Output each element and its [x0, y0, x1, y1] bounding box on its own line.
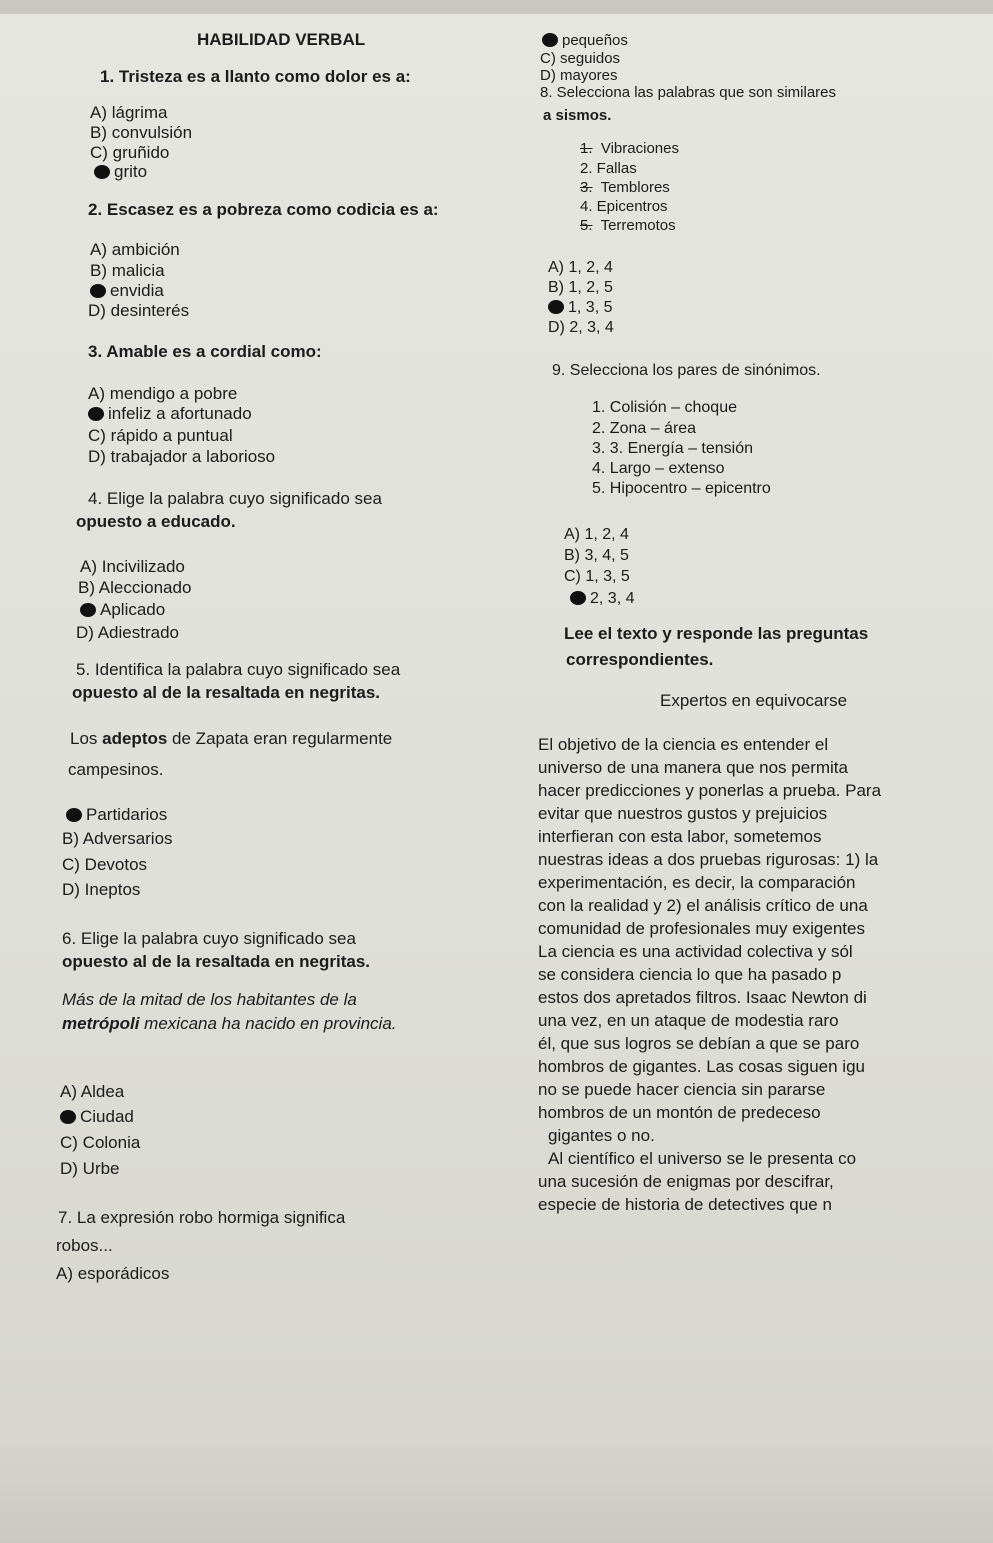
q6-bold-word: metrópoli [62, 1014, 140, 1033]
filled-answer-mark [570, 591, 586, 605]
q7-option-b-label: pequeños [562, 32, 628, 49]
q8-option-b: B) 1, 2, 5 [548, 279, 613, 296]
filled-answer-mark [66, 808, 82, 822]
q1-option-d-label: grito [114, 162, 148, 181]
q5-stem-line1: 5. Identifica la palabra cuyo significado sea [76, 660, 401, 679]
q4-option-d: D) Adiestrado [76, 623, 179, 642]
reading-line: con la realidad y 2) el análisis crítico de una [538, 896, 868, 915]
q6-sentence-line1: Más de la mitad de los habitantes de la [62, 990, 357, 1009]
q3-stem: 3. Amable es a cordial como: [88, 342, 322, 361]
q4-option-a: A) Incivilizado [80, 557, 185, 576]
page-top-edge [0, 0, 993, 14]
reading-line: gigantes o no. [548, 1126, 655, 1145]
q9-option-c: C) 1, 3, 5 [564, 568, 630, 585]
q8-item-2: 2. Fallas [580, 160, 637, 177]
reading-line: universo de una manera que nos permita [538, 758, 848, 777]
q6-sentence-rest: mexicana ha nacido en provincia. [139, 1014, 397, 1033]
q6-option-c: C) Colonia [60, 1133, 141, 1152]
q2-stem: 2. Escasez es a pobreza como codicia es a: [88, 200, 439, 219]
q8-item-3-number: 3. [580, 179, 593, 196]
reading-line: se considera ciencia lo que ha pasado p [538, 965, 842, 984]
reading-title: Expertos en equivocarse [660, 691, 848, 710]
q3-option-d: D) trabajador a laborioso [88, 447, 276, 466]
q9-stem: 9. Selecciona los pares de sinónimos. [552, 362, 821, 379]
q1-option-a: A) lágrima [90, 103, 168, 122]
q4-option-b: B) Aleccionado [78, 578, 192, 597]
q9-pair-1: 1. Colisión – choque [592, 399, 737, 416]
q7-option-b [542, 31, 628, 51]
reading-line: una vez, en un ataque de modestia raro [538, 1011, 839, 1030]
q5-bold-word: adeptos [102, 729, 168, 748]
q5-sentence-start: Los [70, 729, 103, 748]
reading-line: interfieran con esta labor, sometemos [538, 827, 822, 846]
q9-pair-4: 4. Largo – extenso [592, 460, 725, 477]
reading-line: Al científico el universo se le presenta co [548, 1149, 857, 1168]
filled-answer-mark [548, 300, 564, 314]
q8-option-a: A) 1, 2, 4 [548, 259, 613, 276]
q2-option-d: D) desinterés [88, 301, 190, 320]
q7-option-a: A) esporádicos [56, 1264, 170, 1283]
q8-item-5-label: Terremotos [600, 217, 676, 234]
q8-item-1-number: 1. [580, 140, 593, 157]
q5-option-a-label: Partidarios [86, 805, 168, 824]
q8-stem-line2: a sismos. [543, 107, 612, 124]
q6-option-a: A) Aldea [60, 1082, 125, 1101]
reading-line: comunidad de profesionales muy exigentes [538, 919, 865, 938]
q6-stem-line1: 6. Elige la palabra cuyo significado sea [62, 929, 356, 948]
q9-option-b: B) 3, 4, 5 [564, 547, 629, 564]
q1-option-b: B) convulsión [90, 123, 193, 142]
reading-line: él, que sus logros se debían a que se paro [538, 1034, 860, 1053]
reading-line: especie de historia de detectives que n [538, 1195, 832, 1214]
q5-option-a [66, 805, 167, 825]
q8-item-1-label: Vibraciones [600, 140, 679, 157]
q4-stem-line1: 4. Elige la palabra cuyo significado sea [88, 489, 382, 508]
reading-line: hacer predicciones y ponerlas a prueba. Para [538, 781, 882, 800]
q8-option-d: D) 2, 3, 4 [548, 319, 614, 336]
q1-option-c: C) gruñido [90, 143, 170, 162]
q9-pair-2: 2. Zona – área [592, 420, 697, 437]
q5-sentence-rest: de Zapata eran regularmente [167, 729, 393, 748]
q7-stem-line2: robos... [56, 1236, 113, 1255]
q5-stem-line2: opuesto al de la resaltada en negritas. [72, 683, 380, 702]
q5-option-c: C) Devotos [62, 855, 148, 874]
q2-option-c-label: envidia [110, 281, 164, 300]
q2-option-a: A) ambición [90, 240, 180, 259]
reading-line: La ciencia es una actividad colectiva y sól [538, 942, 853, 961]
q7-option-c: C) seguidos [540, 50, 621, 67]
q4-stem-line2: opuesto a educado. [76, 512, 236, 531]
q5-option-b: B) Adversarios [62, 829, 173, 848]
reading-instruction-line2: correspondientes. [566, 650, 714, 669]
reading-line: hombros de gigantes. Las cosas siguen igu [538, 1057, 865, 1076]
q8-item-5-number: 5. [580, 217, 593, 234]
q8-stem-line1: 8. Selecciona las palabras que son similares [540, 84, 836, 101]
reading-line: estos dos apretados filtros. Isaac Newton di [538, 988, 867, 1007]
q5-sentence-line2: campesinos. [68, 760, 164, 779]
q8-option-c [548, 298, 612, 318]
filled-answer-mark [90, 284, 106, 298]
q9-option-d [570, 589, 634, 609]
reading-line: una sucesión de enigmas por descifrar, [538, 1172, 834, 1191]
q8-item-3-label: Temblores [600, 179, 670, 196]
q3-option-c: C) rápido a puntual [88, 426, 233, 445]
q8-item-1 [580, 139, 679, 159]
q4-option-c [80, 600, 165, 620]
q6-stem-line2: opuesto al de la resaltada en negritas. [62, 952, 370, 971]
section-title: HABILIDAD VERBAL [197, 30, 366, 49]
q1-option-d [94, 162, 147, 182]
q7-option-d: D) mayores [540, 67, 618, 84]
q5-sentence-line1 [70, 729, 392, 749]
q2-option-b: B) malicia [90, 261, 165, 280]
q4-option-c-label: Aplicado [100, 600, 166, 619]
reading-line: hombros de un montón de predeceso [538, 1103, 821, 1122]
q7-stem-line1: 7. La expresión robo hormiga significa [58, 1208, 346, 1227]
q9-pair-5: 5. Hipocentro – epicentro [592, 480, 771, 497]
q9-pair-3: 3. 3. Energía – tensión [592, 440, 753, 457]
q3-option-b [88, 404, 252, 424]
q5-option-d: D) Ineptos [62, 880, 141, 899]
q6-option-d: D) Urbe [60, 1159, 120, 1178]
filled-answer-mark [88, 407, 104, 421]
reading-line: El objetivo de la ciencia es entender el [538, 735, 829, 754]
page-bottom-shadow [0, 1440, 993, 1543]
reading-line: no se puede hacer ciencia sin pararse [538, 1080, 826, 1099]
filled-answer-mark [542, 33, 558, 47]
filled-answer-mark [60, 1110, 76, 1124]
q6-option-b [60, 1107, 134, 1127]
filled-answer-mark [94, 165, 110, 179]
q8-item-3 [580, 178, 670, 198]
q8-item-4: 4. Epicentros [580, 198, 668, 215]
q8-item-5 [580, 216, 676, 236]
filled-answer-mark [80, 603, 96, 617]
q8-option-c-label: 1, 3, 5 [568, 299, 613, 316]
q3-option-a: A) mendigo a pobre [88, 384, 238, 403]
q2-option-c [90, 281, 164, 301]
q9-option-a: A) 1, 2, 4 [564, 526, 629, 543]
reading-instruction-line1: Lee el texto y responde las preguntas [564, 624, 869, 643]
reading-line: evitar que nuestros gustos y prejuicios [538, 804, 828, 823]
q9-option-d-label: 2, 3, 4 [590, 590, 635, 607]
reading-line: experimentación, es decir, la comparación [538, 873, 856, 892]
q6-option-b-label: Ciudad [80, 1107, 134, 1126]
reading-line: nuestras ideas a dos pruebas rigurosas: 1) la [538, 850, 879, 869]
q3-option-b-label: infeliz a afortunado [108, 404, 252, 423]
q6-sentence-line2 [62, 1014, 397, 1034]
q1-stem: 1. Tristeza es a llanto como dolor es a: [100, 67, 411, 86]
